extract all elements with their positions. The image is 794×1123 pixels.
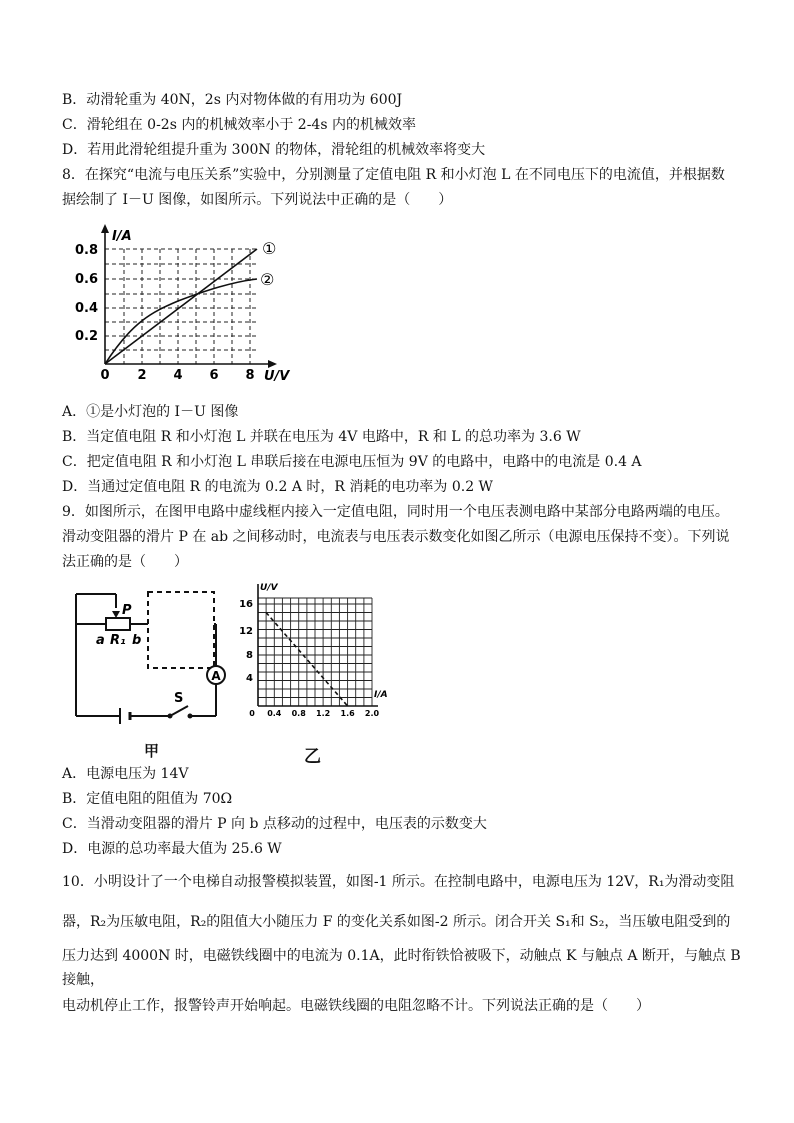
q9-ytick-12: 12 [239,626,253,637]
q10-stem-line3: 压力达到 4000N 时，电磁铁线圈中的电流为 0.1A，此时衔铁恰被吸下，动触点 K 与触点 A 断开，与触点 B [62,948,741,964]
q9-ytick-4: 4 [246,673,253,684]
q9-ytick-8: 8 [246,650,253,661]
q9-switch-label: S [174,691,184,706]
q9-xtick-2.0: 2.0 [364,709,380,718]
q9-circuit-diagram [68,584,238,724]
q8-stem-line1: 8．在探究“电流与电压关系”实验中，分别测量了定值电阻 R 和小灯泡 L 在不同电压下的电流值，并根据数 [62,167,725,183]
q8-xtick-2: 2 [137,368,147,383]
q8-option-c: C．把定值电阻 R 和小灯泡 L 串联后接在电源电压恒为 9V 的电路中，电路中的电流是 0.4 A [62,454,642,470]
q8-x-arrow [268,360,277,368]
q9-xtick-0.8: 0.8 [291,709,306,718]
q8-stem-line2: 据绘制了 I－U 图像，如图所示。下列说法中正确的是（ ） [62,192,453,208]
q8-xtick-8: 8 [245,368,255,383]
q9-stem-line2: 滑动变阻器的滑片 P 在 ab 之间移动时，电流表与电压表示数变化如图乙所示（电源电压保持不变）。下列说 [62,529,730,545]
q8-option-d: D．当通过定值电阻 R 的电流为 0.2 A 时，R 消耗的电功率为 0.2 W [62,479,493,495]
q9-rheostat [106,618,130,630]
q8-ytick-0.2: 0.2 [74,329,98,344]
q9-stem-line1: 9．如图所示，在图甲电路中虚线框内接入一定值电阻，同时用一个电压表测电路中某部分电路两端的电压。 [62,504,729,520]
q9-ytick-16: 16 [239,599,253,610]
q10-stem-line4: 接触， [62,972,104,988]
q10-stem-line5: 电动机停止工作，报警铃声开始响起。电磁铁线圈的电阻忽略不计。下列说法正确的是（ ） [62,998,650,1014]
q9-r1-label: R₁ [110,633,126,648]
q8-iu-graph [72,222,304,384]
q9-option-a: A．电源电压为 14V [62,766,189,782]
q8-ytick-0.4: 0.4 [74,301,98,316]
q9-option-d: D．电源的总功率最大值为 25.6 W [62,841,282,857]
q8-ytick-0.6: 0.6 [74,272,98,287]
q8-curve-1 [105,249,257,364]
q9-slider-arrow [112,611,120,618]
q9-xtick-0: 0 [249,709,255,718]
q10-stem-line1: 10．小明设计了一个电梯自动报警模拟装置，如图-1 所示。在控制电路中，电源电压为 12V，R₁为滑动变阻 [62,874,735,890]
q10-stem-line2: 器，R₂为压敏电阻，R₂的阻值大小随压力 F 的变化关系如图-2 所示。闭合开关 S₁和 S₂，当压敏电阻受到的 [62,914,731,930]
q8-xtick-0: 0 [100,368,110,383]
q9-figure-caption-yi: 乙 [304,747,321,767]
q8-y-arrow [101,224,109,233]
q9-grid [258,598,372,706]
q9-y-axis-label: U/V [260,583,278,593]
q9-ammeter-label: A [211,669,221,683]
q8-curve-2-label: ② [260,270,275,289]
q9-ui-graph [238,578,388,720]
q8-option-a: A．①是小灯泡的 I－U 图像 [62,404,239,420]
q9-xtick-1.2: 1.2 [316,709,331,718]
q8-xtick-4: 4 [173,368,183,383]
q8-xtick-6: 6 [209,368,219,383]
q8-x-axis-label: U/V [264,369,290,384]
q9-figure-caption-jia: 甲 [144,742,160,760]
q7-option-d: D．若用此滑轮组提升重为 300N 的物体，滑轮组的机械效率将变大 [62,142,486,158]
q9-xtick-1.6: 1.6 [340,709,355,718]
q9-end-b-label: b [132,633,142,648]
q8-curve-1-label: ① [262,239,277,258]
q9-end-a-label: a [96,633,105,648]
q9-option-c: C．当滑动变阻器的滑片 P 向 b 点移动的过程中，电压表的示数变大 [62,816,487,832]
q9-stem-line3: 法正确的是（ ） [62,554,188,570]
q9-dashed-box [148,592,214,668]
q9-switch-pivot [168,714,173,719]
q8-ytick-0.8: 0.8 [74,243,98,258]
q8-y-axis-label: I/A [112,229,132,244]
q9-slider-label: P [122,603,132,618]
q9-x-axis-label: I/A [374,690,388,700]
q9-xtick-0.4: 0.4 [267,709,282,718]
q8-option-b: B．当定值电阻 R 和小灯泡 L 并联在电压为 4V 电路中，R 和 L 的总功率为 3.6 W [62,429,581,445]
q7-option-c: C．滑轮组在 0-2s 内的机械效率小于 2-4s 内的机械效率 [62,117,416,133]
q9-option-b: B．定值电阻的阻值为 70Ω [62,791,233,807]
q9-switch-contact [188,714,193,719]
q7-option-b: B．动滑轮重为 40N，2s 内对物体做的有用功为 600J [62,92,403,108]
